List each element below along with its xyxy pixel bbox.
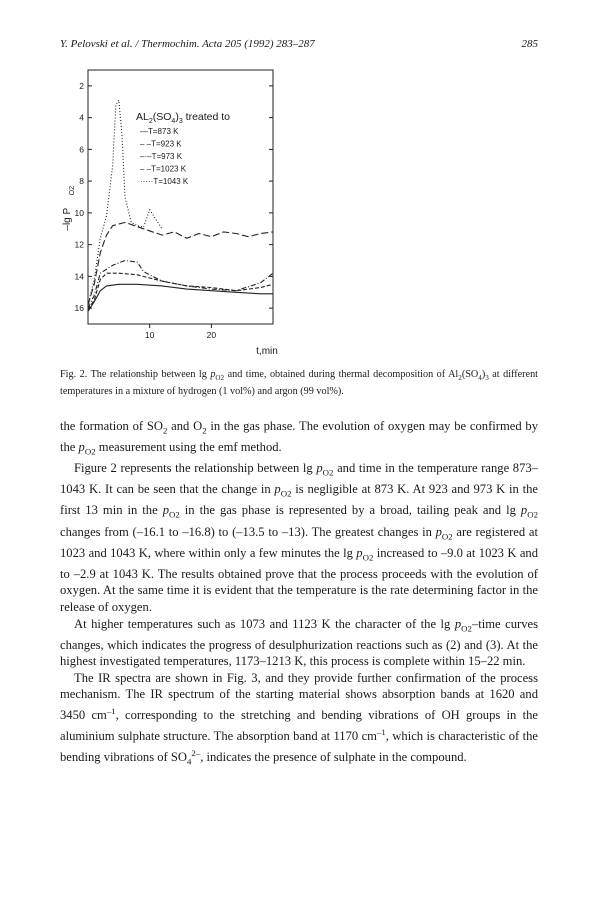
text-symbol: p — [162, 503, 169, 518]
caption-label: Fig. 2. — [60, 369, 88, 380]
text-run: The IR spectra are shown in Fig. 3, and they provide further confirmation of the process mechanism. The IR spectrum of the starting material shows absorption bands at 1620 and 3450 cm — [60, 670, 538, 723]
caption-symbol: p — [210, 369, 216, 380]
page-number: 285 — [521, 38, 538, 50]
legend-entry: – –T=923 K — [140, 139, 182, 149]
text-run: increased to –9.0 at 1023 K and to –2.9 at 1043 K. The results obtained prove that the process proceeds with the evolution of oxygen. At the same time it is evident that the temperature is the rate determining factor in the release of oxygen. — [60, 545, 539, 614]
text-run: At higher temperatures such as 1073 and 1123 K the character of the lg — [74, 616, 455, 631]
caption-sub: 2 — [458, 374, 462, 383]
y-tick-label: 12 — [74, 239, 84, 250]
text-sub: O2 — [461, 623, 472, 634]
text-run: and time in the temperature range 873–1043 K. It can be seen that the change in — [60, 461, 538, 497]
caption-text: (SO — [461, 369, 479, 380]
legend-title — [136, 111, 230, 125]
text-symbol: p — [356, 545, 363, 560]
text-sub: O2 — [84, 446, 96, 457]
legend-title-part: 4 — [171, 118, 176, 125]
text-symbol: p — [316, 461, 323, 476]
text-run: , corresponding to the stretching and bending vibrations of OH groups in the aluminium sulphate structure. The absorption band at 1170 cm — [60, 708, 538, 743]
text-run: are registered at 1023 and 1043 K, where within only a few minutes the lg — [60, 524, 538, 560]
paragraph — [60, 670, 538, 770]
legend-entry: –·–T=973 K — [140, 152, 183, 161]
caption-text: and time, obtained during thermal decomposition of Al — [224, 369, 459, 380]
x-axis-label: t,min — [256, 346, 278, 357]
text-run: in the gas phase. The evolution of oxygen may be confirmed by the — [60, 419, 539, 455]
paragraph — [60, 460, 538, 615]
text-run: changes from (–16.1 to –16.8) to (–13.5 to –13). The greatest changes in — [60, 524, 436, 539]
legend-title-part: treated to — [182, 111, 231, 123]
y-tick-label: 10 — [74, 207, 84, 218]
x-tick-label: 20 — [206, 330, 217, 340]
text-sub: O2 — [280, 488, 292, 499]
caption-sub: 4 — [478, 374, 482, 383]
legend-title-part: AL — [136, 111, 149, 123]
figure-2 — [60, 62, 538, 362]
chart — [60, 62, 538, 362]
legend-title-part: 3 — [178, 118, 183, 125]
legend-title-part: 2 — [148, 118, 153, 125]
legend-entry: – –T=1023 K — [140, 164, 187, 174]
text-symbol: p — [520, 503, 528, 518]
y-axis-label: –lg P — [62, 207, 73, 231]
text-run: is negligible at 873 K. At 923 and 973 K in the first 13 min in the — [60, 482, 539, 518]
legend-title-part: ) — [175, 111, 179, 123]
paragraph — [60, 418, 538, 460]
paragraph — [60, 616, 538, 670]
text-sub: O2 — [441, 531, 453, 542]
text-sub: 2 — [162, 425, 168, 436]
text-run: Figure 2 represents the relationship between lg — [74, 461, 317, 476]
y-tick-label: 2 — [79, 80, 84, 91]
text-run: measurement using the emf method. — [95, 440, 282, 455]
y-tick-label: 14 — [74, 271, 84, 282]
text-sup: –1 — [106, 706, 116, 717]
legend-title-part: (SO — [152, 111, 172, 123]
caption-sub: O2 — [215, 374, 225, 383]
y-tick-label: 6 — [79, 144, 84, 155]
text-sub: O2 — [322, 467, 334, 478]
x-tick-label: 10 — [144, 330, 155, 340]
text-run: the formation of SO — [60, 419, 163, 433]
text-sup: –1 — [376, 726, 386, 737]
caption-text: ) — [481, 369, 486, 380]
text-run: , which is characteristic of the bending vibrations of SO — [60, 729, 538, 764]
caption-sub: 3 — [485, 374, 489, 383]
y-axis-label-sub: O2 — [69, 185, 76, 196]
running-head: Y. Pelovski et al. / Thermochim. Acta 205 (1992) 283–287 — [60, 38, 315, 50]
caption-text: at different temperatures in a mixture of hydrogen (1 vol%) and argon (99 vol%). — [60, 369, 538, 398]
text-sub: 2 — [202, 425, 207, 436]
text-run: in the gas phase is represented by a broad, tailing peak and lg — [179, 503, 521, 518]
caption-text: The relationship between lg — [87, 369, 211, 380]
series-line-1 — [88, 273, 273, 310]
series-line-0 — [88, 284, 273, 311]
plot-frame — [88, 70, 273, 324]
text-run: , indicates the presence of sulphate in the compound. — [200, 749, 467, 764]
text-symbol: p — [274, 482, 281, 497]
text-symbol: p — [454, 616, 462, 631]
y-tick-label: 8 — [79, 176, 84, 187]
running-header — [60, 38, 538, 54]
figure-caption — [60, 368, 538, 398]
text-symbol: p — [435, 524, 442, 539]
y-tick-label: 4 — [79, 112, 84, 123]
y-tick-label: 16 — [74, 303, 84, 314]
text-run: –time curves changes, which indicates the progress of desulphurization reactions such as (2) and (3). At the highest investigated temperatures, 1173–1213 K, this process is complete within 15–22 min. — [60, 616, 538, 669]
text-sub: O2 — [527, 509, 538, 520]
text-sub: O2 — [362, 552, 374, 563]
text-sup: 2– — [191, 747, 201, 758]
text-symbol: p — [78, 440, 85, 455]
legend-entry: ·····T=1043 K — [140, 177, 189, 186]
body-text — [60, 418, 538, 770]
text-sub: 4 — [186, 756, 192, 767]
text-sub: O2 — [169, 509, 180, 520]
text-run: and O — [167, 419, 203, 433]
legend-entry: —T=873 K — [140, 127, 179, 136]
